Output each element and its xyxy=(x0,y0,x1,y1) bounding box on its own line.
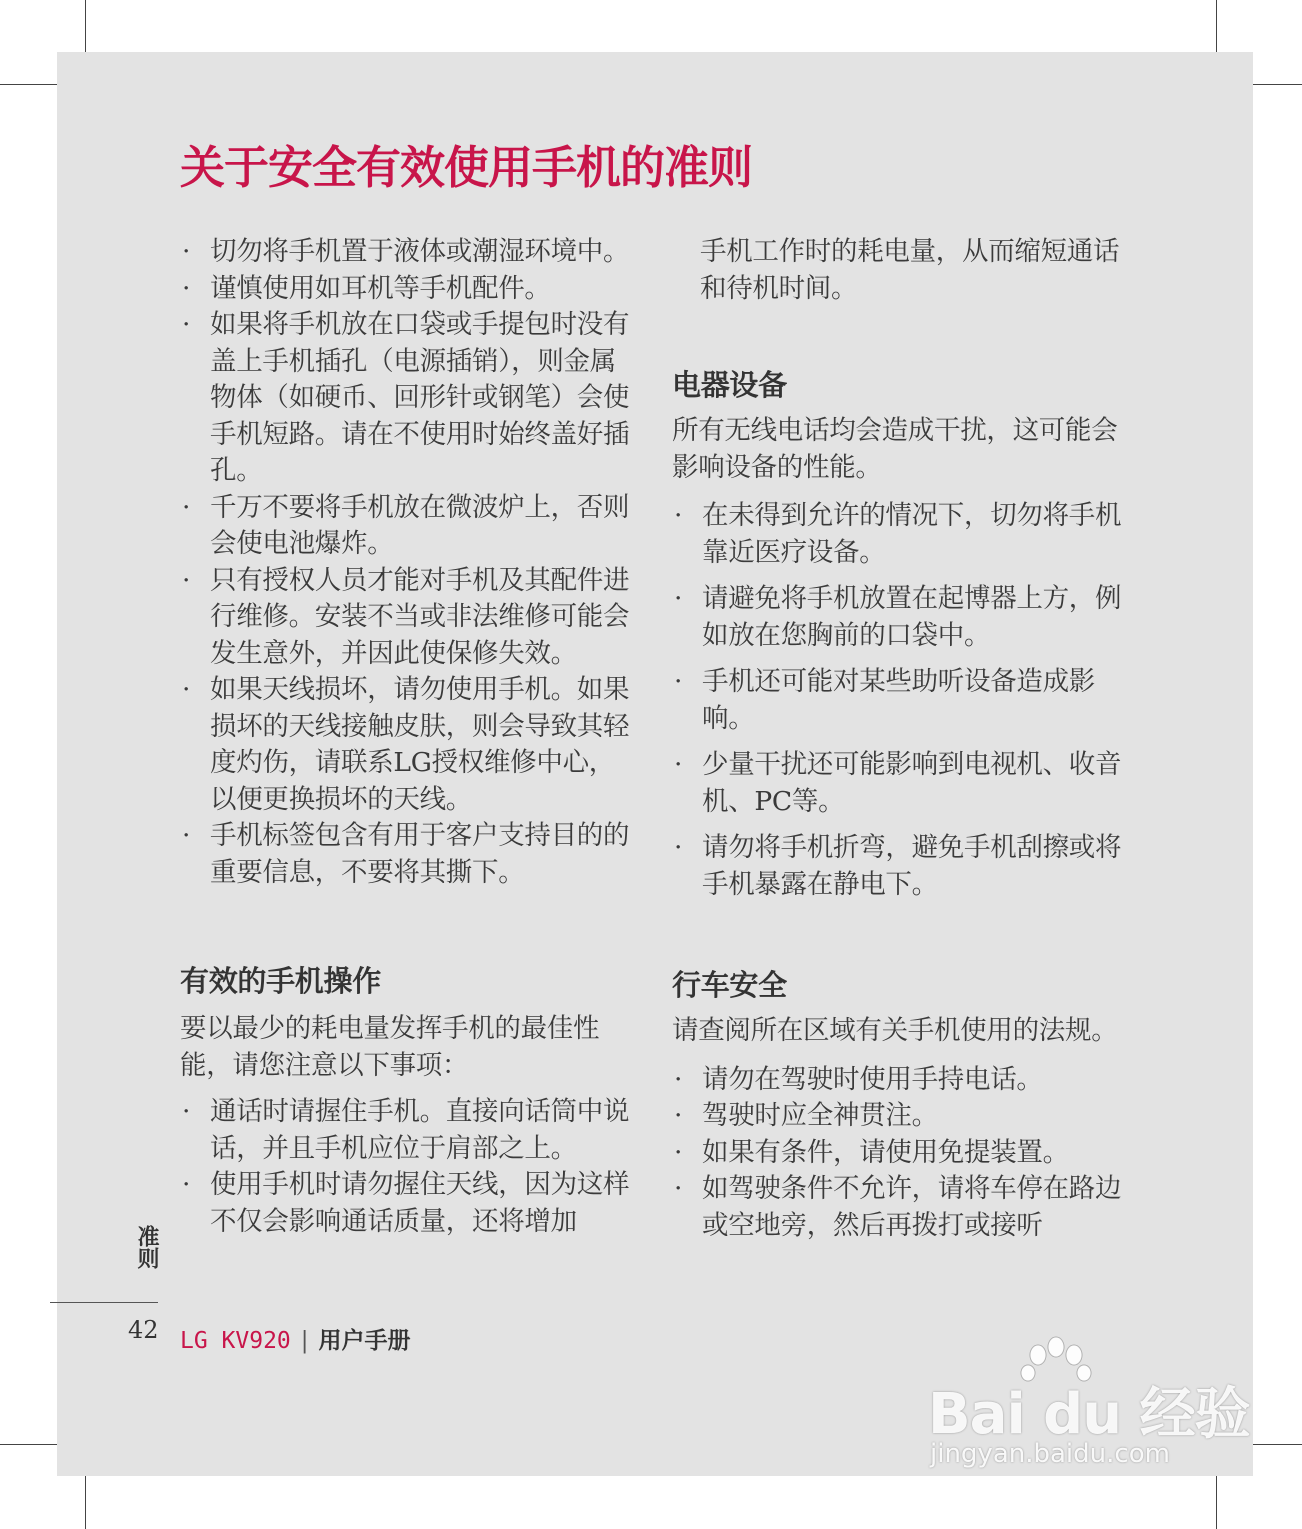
list-item xyxy=(672,1098,1132,1135)
safety-bullet-list xyxy=(180,234,640,891)
list-item xyxy=(672,664,1132,737)
bullet-glyph: · xyxy=(674,1173,683,1204)
driving-bullet-list xyxy=(672,1062,1132,1245)
bullet-glyph: · xyxy=(674,666,683,697)
bullet-glyph: · xyxy=(182,236,191,267)
list-item-text: 驾驶时应全神贯注。 xyxy=(702,1100,938,1131)
page-title: 关于安全有效使用手机的准则 xyxy=(180,141,753,194)
section-intro: 要以最少的耗电量发挥手机的最佳性能，请您注意以下事项： xyxy=(180,1013,600,1081)
list-item xyxy=(180,1167,640,1240)
list-item-text: 通话时请握住手机。直接向话筒中说话，并且手机应位于肩部之上。 xyxy=(210,1096,630,1164)
list-item-text: 少量干扰还可能影响到电视机、收音机、PC等。 xyxy=(702,749,1122,817)
bullet-glyph: · xyxy=(182,491,191,523)
electronics-bullet-list xyxy=(672,498,1132,903)
list-item xyxy=(180,818,640,891)
watermark-url: jingyan.baidu.com xyxy=(930,1439,1170,1469)
list-item-text: 谨慎使用如耳机等手机配件。 xyxy=(210,272,551,304)
footer-model: LG KV920 xyxy=(180,1328,291,1354)
list-item xyxy=(672,581,1132,654)
continued-text: 手机工作时的耗电量，从而缩短通话和待机时间。 xyxy=(700,236,1120,304)
right-column xyxy=(672,234,1132,1244)
list-item-text: 切勿将手机置于液体或潮湿环境中。 xyxy=(210,236,630,267)
side-section-tab: 准则 xyxy=(134,1225,159,1269)
list-item-text: 请勿在驾驶时使用手持电话。 xyxy=(702,1063,1043,1095)
list-item-text: 使用手机时请勿握住天线，因为这样不仅会影响通话质量，还将增加 xyxy=(210,1169,630,1237)
list-item xyxy=(180,672,640,818)
list-item xyxy=(180,490,640,563)
list-item-text: 手机还可能对某些助听设备造成影响。 xyxy=(702,666,1095,734)
list-item-text: 手机标签包含有用于客户支持目的的重要信息，不要将其撕下。 xyxy=(210,820,630,888)
footer-divider xyxy=(50,1302,158,1303)
bullet-glyph: · xyxy=(182,309,191,340)
crop-mark xyxy=(0,84,60,85)
list-item xyxy=(180,1094,640,1167)
list-item-text: 如果天线损坏，请勿使用手机。如果损坏的天线接触皮肤，则会导致其轻度灼伤，请联系LG授权维修中心，以便更换损坏的天线。 xyxy=(210,674,630,815)
baidu-watermark xyxy=(920,1335,1250,1475)
watermark-logo-text: Bai du 经验 xyxy=(928,1382,1250,1447)
operation-bullet-list xyxy=(180,1094,640,1240)
list-item xyxy=(180,271,640,308)
footer-separator: | xyxy=(300,1328,309,1354)
section-intro: 所有无线电话均会造成干扰，这可能会影响设备的性能。 xyxy=(672,415,1118,483)
list-item-text: 如果将手机放在口袋或手提包时没有盖上手机插孔（电源插销），则金属物体（如硬币、回形针或钢笔）会使手机短路。请在不使用时始终盖好插孔。 xyxy=(210,309,630,486)
crop-mark xyxy=(0,1444,60,1445)
list-item xyxy=(672,830,1132,903)
bullet-glyph: · xyxy=(182,1096,191,1127)
bullet-glyph: · xyxy=(182,820,191,851)
bullet-glyph: · xyxy=(674,583,683,614)
section-heading-driving-safety: 行车安全 xyxy=(672,968,787,1002)
bullet-glyph: · xyxy=(182,674,191,705)
bullet-glyph: · xyxy=(674,1063,683,1095)
left-column xyxy=(180,234,640,1240)
section-heading-electronics: 电器设备 xyxy=(672,368,787,402)
bullet-glyph: · xyxy=(182,272,191,304)
footer-manual-title: 用户手册 xyxy=(318,1328,411,1354)
section-heading-efficient-operation: 有效的手机操作 xyxy=(180,964,381,998)
list-item-text: 在未得到允许的情况下，切勿将手机靠近医疗设备。 xyxy=(702,500,1122,568)
list-item-text: 请避免将手机放置在起博器上方，例如放在您胸前的口袋中。 xyxy=(702,583,1122,651)
list-item-text: 如驾驶条件不允许，请将车停在路边或空地旁，然后再拨打或接听 xyxy=(702,1173,1122,1241)
section-intro: 请查阅所在区域有关手机使用的法规。 xyxy=(672,1015,1118,1046)
bullet-glyph: · xyxy=(674,500,683,531)
list-item xyxy=(672,1171,1132,1244)
crop-mark xyxy=(85,1470,86,1529)
list-item-text: 只有授权人员才能对手机及其配件进行维修。安装不当或非法维修可能会发生意外，并因此使保修失效。 xyxy=(210,564,630,669)
list-item xyxy=(672,498,1132,571)
crop-mark xyxy=(85,0,86,60)
list-item xyxy=(672,1062,1132,1099)
page-number: 42 xyxy=(128,1316,159,1344)
list-item-text: 请勿将手机折弯，避免手机刮擦或将手机暴露在静电下。 xyxy=(702,832,1122,900)
crop-mark xyxy=(1216,1470,1217,1529)
crop-mark xyxy=(1216,0,1217,60)
list-item-text: 千万不要将手机放在微波炉上，否则会使电池爆炸。 xyxy=(210,491,630,559)
list-item xyxy=(180,234,640,271)
bullet-glyph: · xyxy=(674,749,683,780)
list-item xyxy=(180,307,640,490)
bullet-glyph: · xyxy=(674,832,683,863)
list-item-text: 如果有条件，请使用免提装置。 xyxy=(702,1136,1069,1168)
list-item xyxy=(672,747,1132,820)
bullet-glyph: · xyxy=(674,1136,683,1168)
footer xyxy=(180,1323,411,1359)
list-item xyxy=(180,563,640,673)
bullet-glyph: · xyxy=(182,1169,191,1200)
bullet-glyph: · xyxy=(674,1100,683,1131)
list-item xyxy=(672,1135,1132,1172)
bullet-glyph: · xyxy=(182,564,191,596)
